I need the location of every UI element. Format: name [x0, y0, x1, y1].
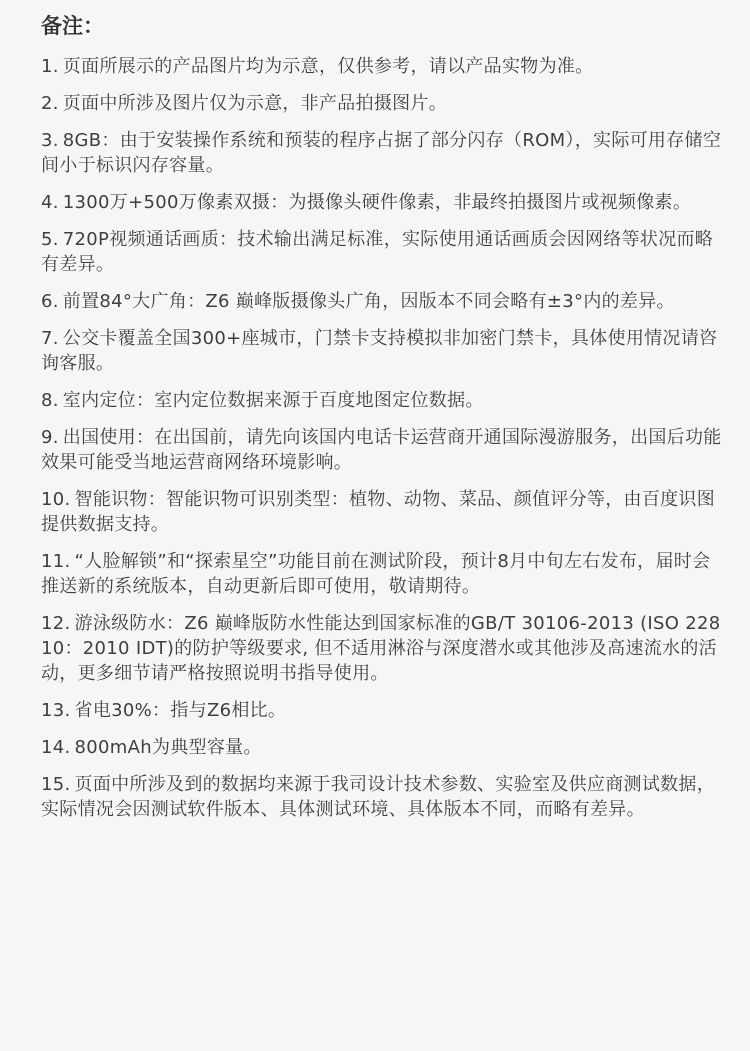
note-number: 5. — [41, 229, 59, 250]
note-item-15 — [41, 772, 724, 822]
note-item-4 — [41, 190, 724, 215]
note-text: 前置84°大广角：Z6 巅峰版摄像头广角，因版本不同会略有±3°内的差异。 — [62, 291, 675, 312]
note-text: 页面中所涉及到的数据均来源于我司设计技术参数、实验室及供应商测试数据，实际情况会因测试软件版本、具体测试环境、具体版本不同，而略有差异。 — [41, 774, 716, 820]
note-item-11 — [41, 549, 724, 599]
note-item-1 — [41, 54, 724, 79]
note-text: “人脸解锁”和“探索星空”功能目前在测试阶段，预计8月中旬左右发布，届时会推送新的系统版本，自动更新后即可使用，敬请期待。 — [41, 551, 711, 597]
note-text: 720P视频通话画质：技术输出满足标准，实际使用通话画质会因网络等状况而略有差异。 — [41, 229, 714, 275]
note-number: 7. — [41, 328, 59, 349]
note-text: 室内定位：室内定位数据来源于百度地图定位数据。 — [62, 390, 484, 411]
note-number: 10. — [41, 489, 71, 510]
note-number: 9. — [41, 427, 59, 448]
note-number: 13. — [41, 700, 71, 721]
note-text: 800mAh为典型容量。 — [74, 737, 262, 758]
note-number: 15. — [41, 774, 71, 795]
note-text: 省电30%：指与Z6相比。 — [74, 700, 287, 721]
note-number: 8. — [41, 390, 59, 411]
note-item-8 — [41, 388, 724, 413]
note-item-10 — [41, 487, 724, 537]
note-number: 14. — [41, 737, 71, 758]
note-text: 出国使用：在出国前，请先向该国内电话卡运营商开通国际漫游服务，出国后功能效果可能受当地运营商网络环境影响。 — [41, 427, 722, 473]
note-text: 公交卡覆盖全国300+座城市，门禁卡支持模拟非加密门禁卡，具体使用情况请咨询客服。 — [41, 328, 718, 374]
note-text: 8GB：由于安装操作系统和预装的程序占据了部分闪存（ROM），实际可用存储空间小于标识闪存容量。 — [41, 130, 722, 176]
note-list — [41, 54, 724, 822]
note-item-9 — [41, 425, 724, 475]
note-number: 6. — [41, 291, 59, 312]
note-item-12 — [41, 611, 724, 686]
note-text: 页面中所涉及图片仅为示意，非产品拍摄图片。 — [62, 93, 448, 114]
note-text: 智能识物：智能识物可识别类型：植物、动物、菜品、颜值评分等，由百度识图提供数据支持。 — [41, 489, 716, 535]
note-item-13 — [41, 698, 724, 723]
note-item-14 — [41, 735, 724, 760]
note-number: 3. — [41, 130, 59, 151]
notes-title: 备注： — [41, 14, 104, 38]
note-number: 4. — [41, 192, 59, 213]
note-item-7 — [41, 326, 724, 376]
note-item-5 — [41, 227, 724, 277]
note-number: 12. — [41, 613, 71, 634]
note-number: 2. — [41, 93, 59, 114]
note-number: 11. — [41, 551, 71, 572]
note-number: 1. — [41, 56, 59, 77]
note-text: 1300万+500万像素双摄：为摄像头硬件像素，非最终拍摄图片或视频像素。 — [62, 192, 692, 213]
note-text: 游泳级防水：Z6 巅峰版防水性能达到国家标准的GB/T 30106-2013 (ISO 22810：2010 IDT)的防护等级要求, 但不适用淋浴与深度潜水或其他涉及高速流水的活动，更多细节请严格按照说明书指导使用。 — [41, 613, 721, 684]
note-item-3 — [41, 128, 724, 178]
note-text: 页面所展示的产品图片均为示意，仅供参考，请以产品实物为准。 — [62, 56, 594, 77]
note-item-6 — [41, 289, 724, 314]
note-item-2 — [41, 91, 724, 116]
